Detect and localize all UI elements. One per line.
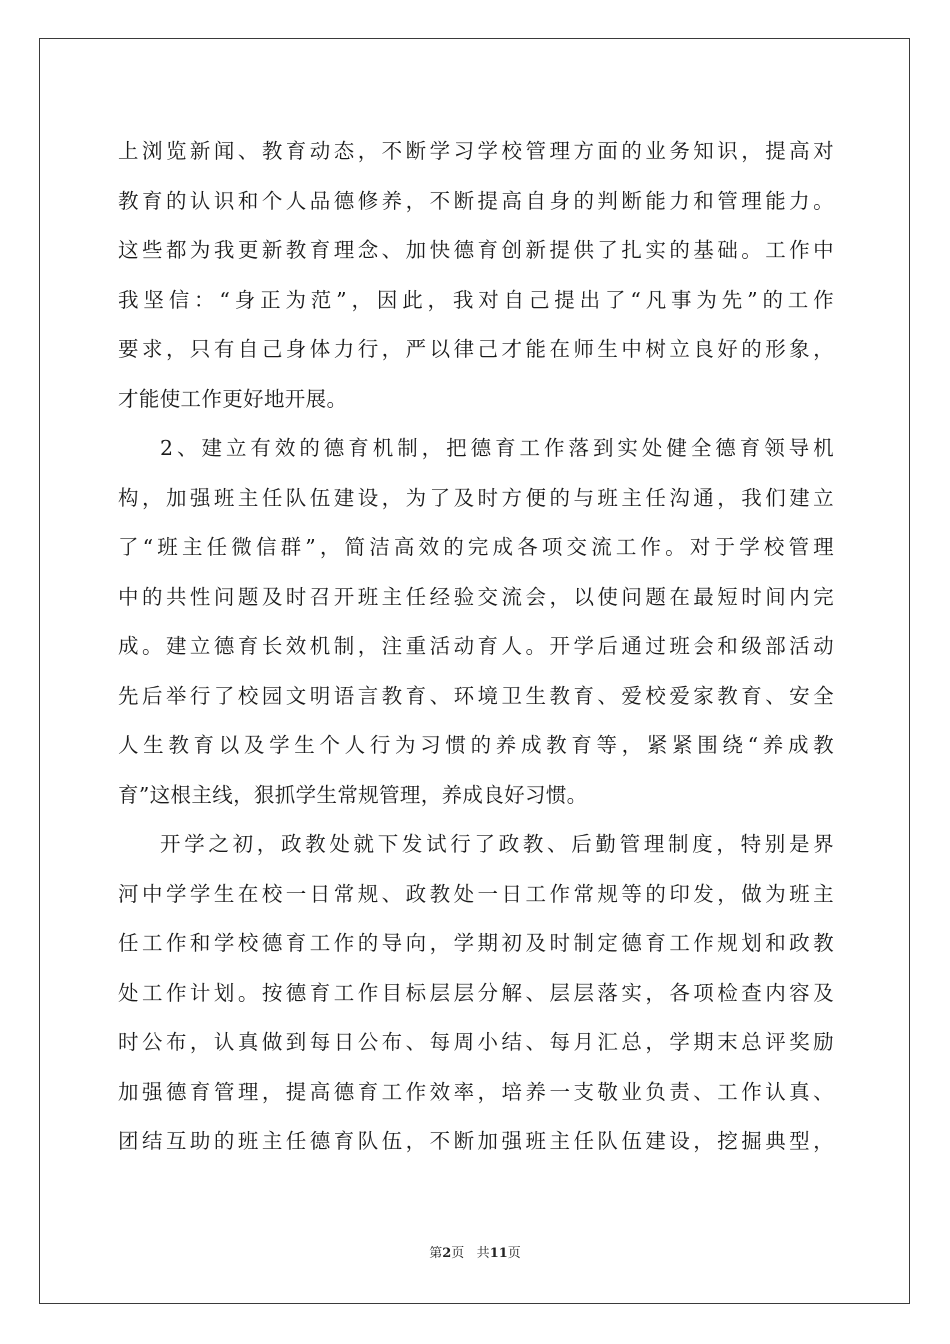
text-line: 构，加强班主任队伍建设，为了及时方便的与班主任沟通，我们建立 [118,485,834,510]
text-line: 上浏览新闻、教育动态，不断学习学校管理方面的业务知识，提高对 [118,139,834,163]
text-line: 人生教育以及学生个人行为习惯的养成教育等，紧紧围绕“养成教 [118,733,834,757]
text-line: 团结互助的班主任德育队伍，不断加强班主任队伍建设，挖掘典型， [118,1129,834,1153]
text-line: 育”这根主线，狠抓学生常规管理，养成良好习惯。 [118,782,588,807]
document-body [118,127,834,1167]
text-line: 这些都为我更新教育理念、加快德育创新提供了扎实的基础。工作中 [118,238,834,262]
text-line: 教育的认识和个人品德修养，不断提高自身的判断能力和管理能力。 [118,188,834,213]
text-line: 河中学学生在校一日常规、政教处一日工作常规等的印发，做为班主 [118,881,834,906]
text-line: 中的共性问题及时召开班主任经验交流会，以使问题在最短时间内完 [118,584,834,609]
text-line: 时公布，认真做到每日公布、每周小结、每月汇总，学期末总评奖励 [118,1030,834,1054]
page-unit: 页 [451,1246,465,1261]
text-line: 任工作和学校德育工作的导向，学期初及时制定德育工作规划和政教 [118,931,834,955]
text-line: 处工作计划。按德育工作目标层层分解、层层落实，各项检查内容及 [118,980,834,1005]
text-line: 2、建立有效的德育机制，把德育工作落到实处健全德育领导机 [160,436,834,460]
page-prefix: 第 [429,1246,443,1261]
text-line: 先后举行了校园文明语言教育、环境卫生教育、爱校爱家教育、安全 [118,683,834,708]
text-line: 要求，只有自己身体力行，严以律己才能在师生中树立良好的形象， [118,337,834,361]
text-line: 加强德育管理，提高德育工作效率，培养一支敬业负责、工作认真、 [118,1079,834,1104]
total-pages: 11 [489,1246,508,1261]
text-line: 我坚信：“身正为范”，因此，我对自己提出了“凡事为先”的工作 [118,287,834,312]
page-number: 2 [442,1246,452,1261]
page-footer [0,1245,950,1263]
text-line: 才能使工作更好地开展。 [118,386,348,411]
total-prefix: 共 [476,1246,490,1261]
text-line: 了“班主任微信群”，简洁高效的完成各项交流工作。对于学校管理 [118,535,834,559]
text-line: 开学之初，政教处就下发试行了政教、后勤管理制度，特别是界 [160,832,834,856]
total-unit: 页 [507,1246,521,1261]
text-line: 成。建立德育长效机制，注重活动育人。开学后通过班会和级部活动 [118,634,834,658]
